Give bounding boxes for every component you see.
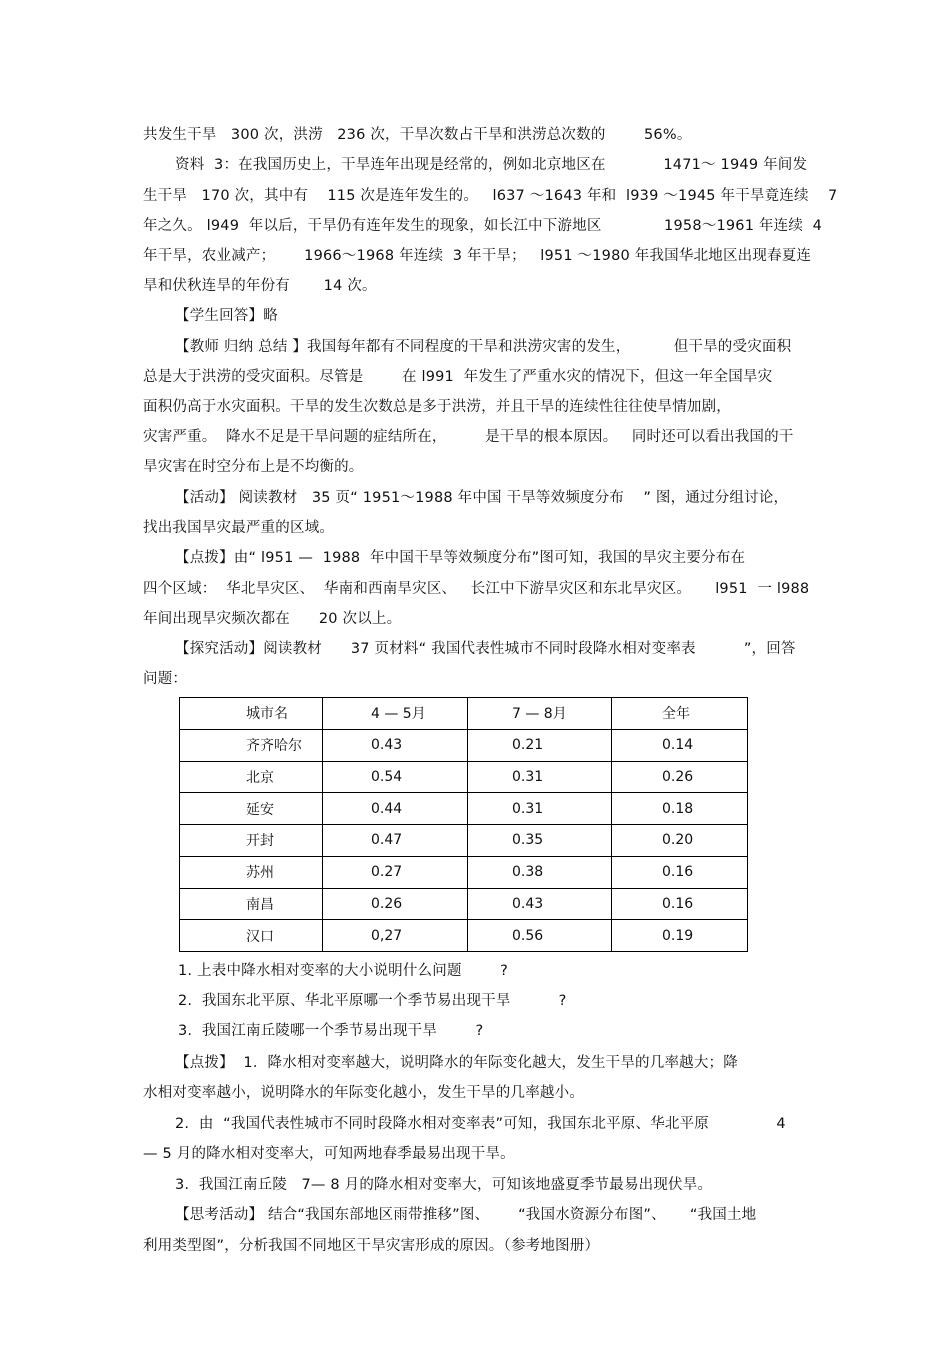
table-row bbox=[180, 793, 748, 825]
table-cell: 0.43 bbox=[468, 888, 612, 920]
table-cell: 南昌 bbox=[180, 888, 323, 920]
text-line: 【点拨】由“ l951 — 1988 年中国干旱等效频度分布”图可知，我国的旱灾主要分布在 bbox=[175, 550, 746, 566]
text-line: 共发生干旱 300 次，洪涝 236 次，干旱次数占干旱和洪涝总次数的 56%。 bbox=[143, 127, 692, 143]
table-cell: 0.31 bbox=[468, 761, 612, 793]
table-cell: 0.38 bbox=[468, 856, 612, 888]
table-row bbox=[180, 920, 748, 952]
text-line: 面积仍高于水灾面积。干旱的发生次数总是多于洪涝，并且干旱的连续性往往使旱情加剧， bbox=[143, 399, 731, 415]
text-line: 2. 由 “我国代表性城市不同时段降水相对变率表”可知，我国东北平原、华北平原 4 bbox=[175, 1116, 786, 1132]
table-cell: 齐齐哈尔 bbox=[180, 729, 323, 761]
text-line: 四个区域： 华北旱灾区、 华南和西南旱灾区、 长江中下游旱灾区和东北旱灾区。 l951 一 l988 bbox=[143, 581, 810, 597]
table-cell: 延安 bbox=[180, 793, 323, 825]
text-line: 灾害严重。 降水不足是干旱问题的症结所在， 是干旱的根本原因。 同时还可以看出我国的干 bbox=[143, 429, 794, 445]
table-header-cell: 7 — 8月 bbox=[468, 698, 612, 730]
table-row bbox=[180, 761, 748, 793]
table-cell: 0.26 bbox=[323, 888, 468, 920]
text-line: 年干旱，农业减产； 1966～1968 年连续 3 年干旱； l951 ～1980 年我国华北地区出现春夏连 bbox=[143, 248, 812, 264]
table-row bbox=[180, 888, 748, 920]
text-line: 2. 我国东北平原、华北平原哪一个季节易出现干旱 ? bbox=[178, 993, 567, 1009]
table-header-cell: 城市名 bbox=[180, 698, 323, 730]
text-line: 【教师 归纳 总结 】我国每年都有不同程度的干旱和洪涝灾害的发生， 但干旱的受灾面积 bbox=[175, 339, 792, 355]
text-line: 年间出现旱灾频次都在 20 次以上。 bbox=[143, 611, 402, 627]
text-line: 3. 我国江南丘陵 7— 8 月的降水相对变率大，可知该地盛夏季节最易出现伏旱。 bbox=[175, 1177, 713, 1193]
table-cell: 0.14 bbox=[612, 729, 748, 761]
table-cell: 汉口 bbox=[180, 920, 323, 952]
text-line: 【思考活动】 结合“我国东部地区雨带推移”图、 “我国水资源分布图”、 “我国土地 bbox=[175, 1207, 757, 1223]
text-line: 生干旱 170 次，其中有 115 次是连年发生的。 l637 ～1643 年和 l939 ～1945 年干旱竟连续 7 bbox=[143, 188, 838, 204]
table-cell: 0.43 bbox=[323, 729, 468, 761]
table-cell: 0.27 bbox=[323, 856, 468, 888]
text-line: — 5 月的降水相对变率大，可知两地春季最易出现干旱。 bbox=[143, 1146, 515, 1162]
table-cell: 0.26 bbox=[612, 761, 748, 793]
table-header-cell: 4 — 5月 bbox=[323, 698, 468, 730]
table-cell: 0.35 bbox=[468, 825, 612, 857]
table-header-cell: 全年 bbox=[612, 698, 748, 730]
table-cell: 开封 bbox=[180, 825, 323, 857]
text-line: 旱和伏秋连旱的年份有 14 次。 bbox=[143, 278, 377, 294]
table-cell: 0.54 bbox=[323, 761, 468, 793]
text-line: 旱灾害在时空分布上是不均衡的。 bbox=[143, 459, 364, 475]
table-cell: 0.56 bbox=[468, 920, 612, 952]
table-cell: 0.31 bbox=[468, 793, 612, 825]
text-line: 资料 3：在我国历史上，干旱连年出现是经常的，例如北京地区在 1471～ 1949 年间发 bbox=[175, 157, 808, 173]
text-line: 找出我国旱灾最严重的区域。 bbox=[143, 520, 335, 536]
table-cell: 0.44 bbox=[323, 793, 468, 825]
table-row bbox=[180, 729, 748, 761]
table-cell: 北京 bbox=[180, 761, 323, 793]
table-cell: 苏州 bbox=[180, 856, 323, 888]
table-row bbox=[180, 856, 748, 888]
text-line: 1. 上表中降水相对变率的大小说明什么问题 ? bbox=[178, 963, 509, 979]
table-cell: 0.21 bbox=[468, 729, 612, 761]
text-line: 【探究活动】阅读教材 37 页材料“ 我国代表性城市不同时段降水相对变率表 ”，回答 bbox=[175, 641, 796, 657]
text-line: 问题： bbox=[143, 671, 188, 687]
table-cell: 0,27 bbox=[323, 920, 468, 952]
text-line: 水相对变率越小，说明降水的年际变化越小，发生干旱的几率越小。 bbox=[143, 1085, 584, 1101]
table-cell: 0.19 bbox=[612, 920, 748, 952]
text-line: 【活动】 阅读教材 35 页“ 1951～1988 年中国 干旱等效频度分布 ” 图，通过分组讨论， bbox=[175, 490, 789, 506]
table-row bbox=[180, 825, 748, 857]
table-cell: 0.47 bbox=[323, 825, 468, 857]
table-cell: 0.18 bbox=[612, 793, 748, 825]
text-line: 【点拨】 1．降水相对变率越大，说明降水的年际变化越大，发生干旱的几率越大；降 bbox=[175, 1055, 738, 1071]
text-line: 利用类型图”，分析我国不同地区干旱灾害形成的原因。（参考地图册） bbox=[143, 1238, 600, 1254]
table-cell: 0.20 bbox=[612, 825, 748, 857]
table-cell: 0.16 bbox=[612, 856, 748, 888]
table-header-row bbox=[180, 698, 748, 730]
precipitation-variability-table bbox=[179, 697, 748, 952]
text-line: 总是大于洪涝的受灾面积。尽管是 在 l991 年发生了严重水灾的情况下，但这一年全国旱灾 bbox=[143, 369, 773, 385]
table-cell: 0.16 bbox=[612, 888, 748, 920]
text-line: 【学生回答】略 bbox=[175, 308, 278, 324]
text-line: 3. 我国江南丘陵哪一个季节易出现干旱 ? bbox=[178, 1023, 484, 1039]
text-line: 年之久。 l949 年以后，干旱仍有连年发生的现象，如长江中下游地区 1958～1961 年连续 4 bbox=[143, 218, 823, 234]
